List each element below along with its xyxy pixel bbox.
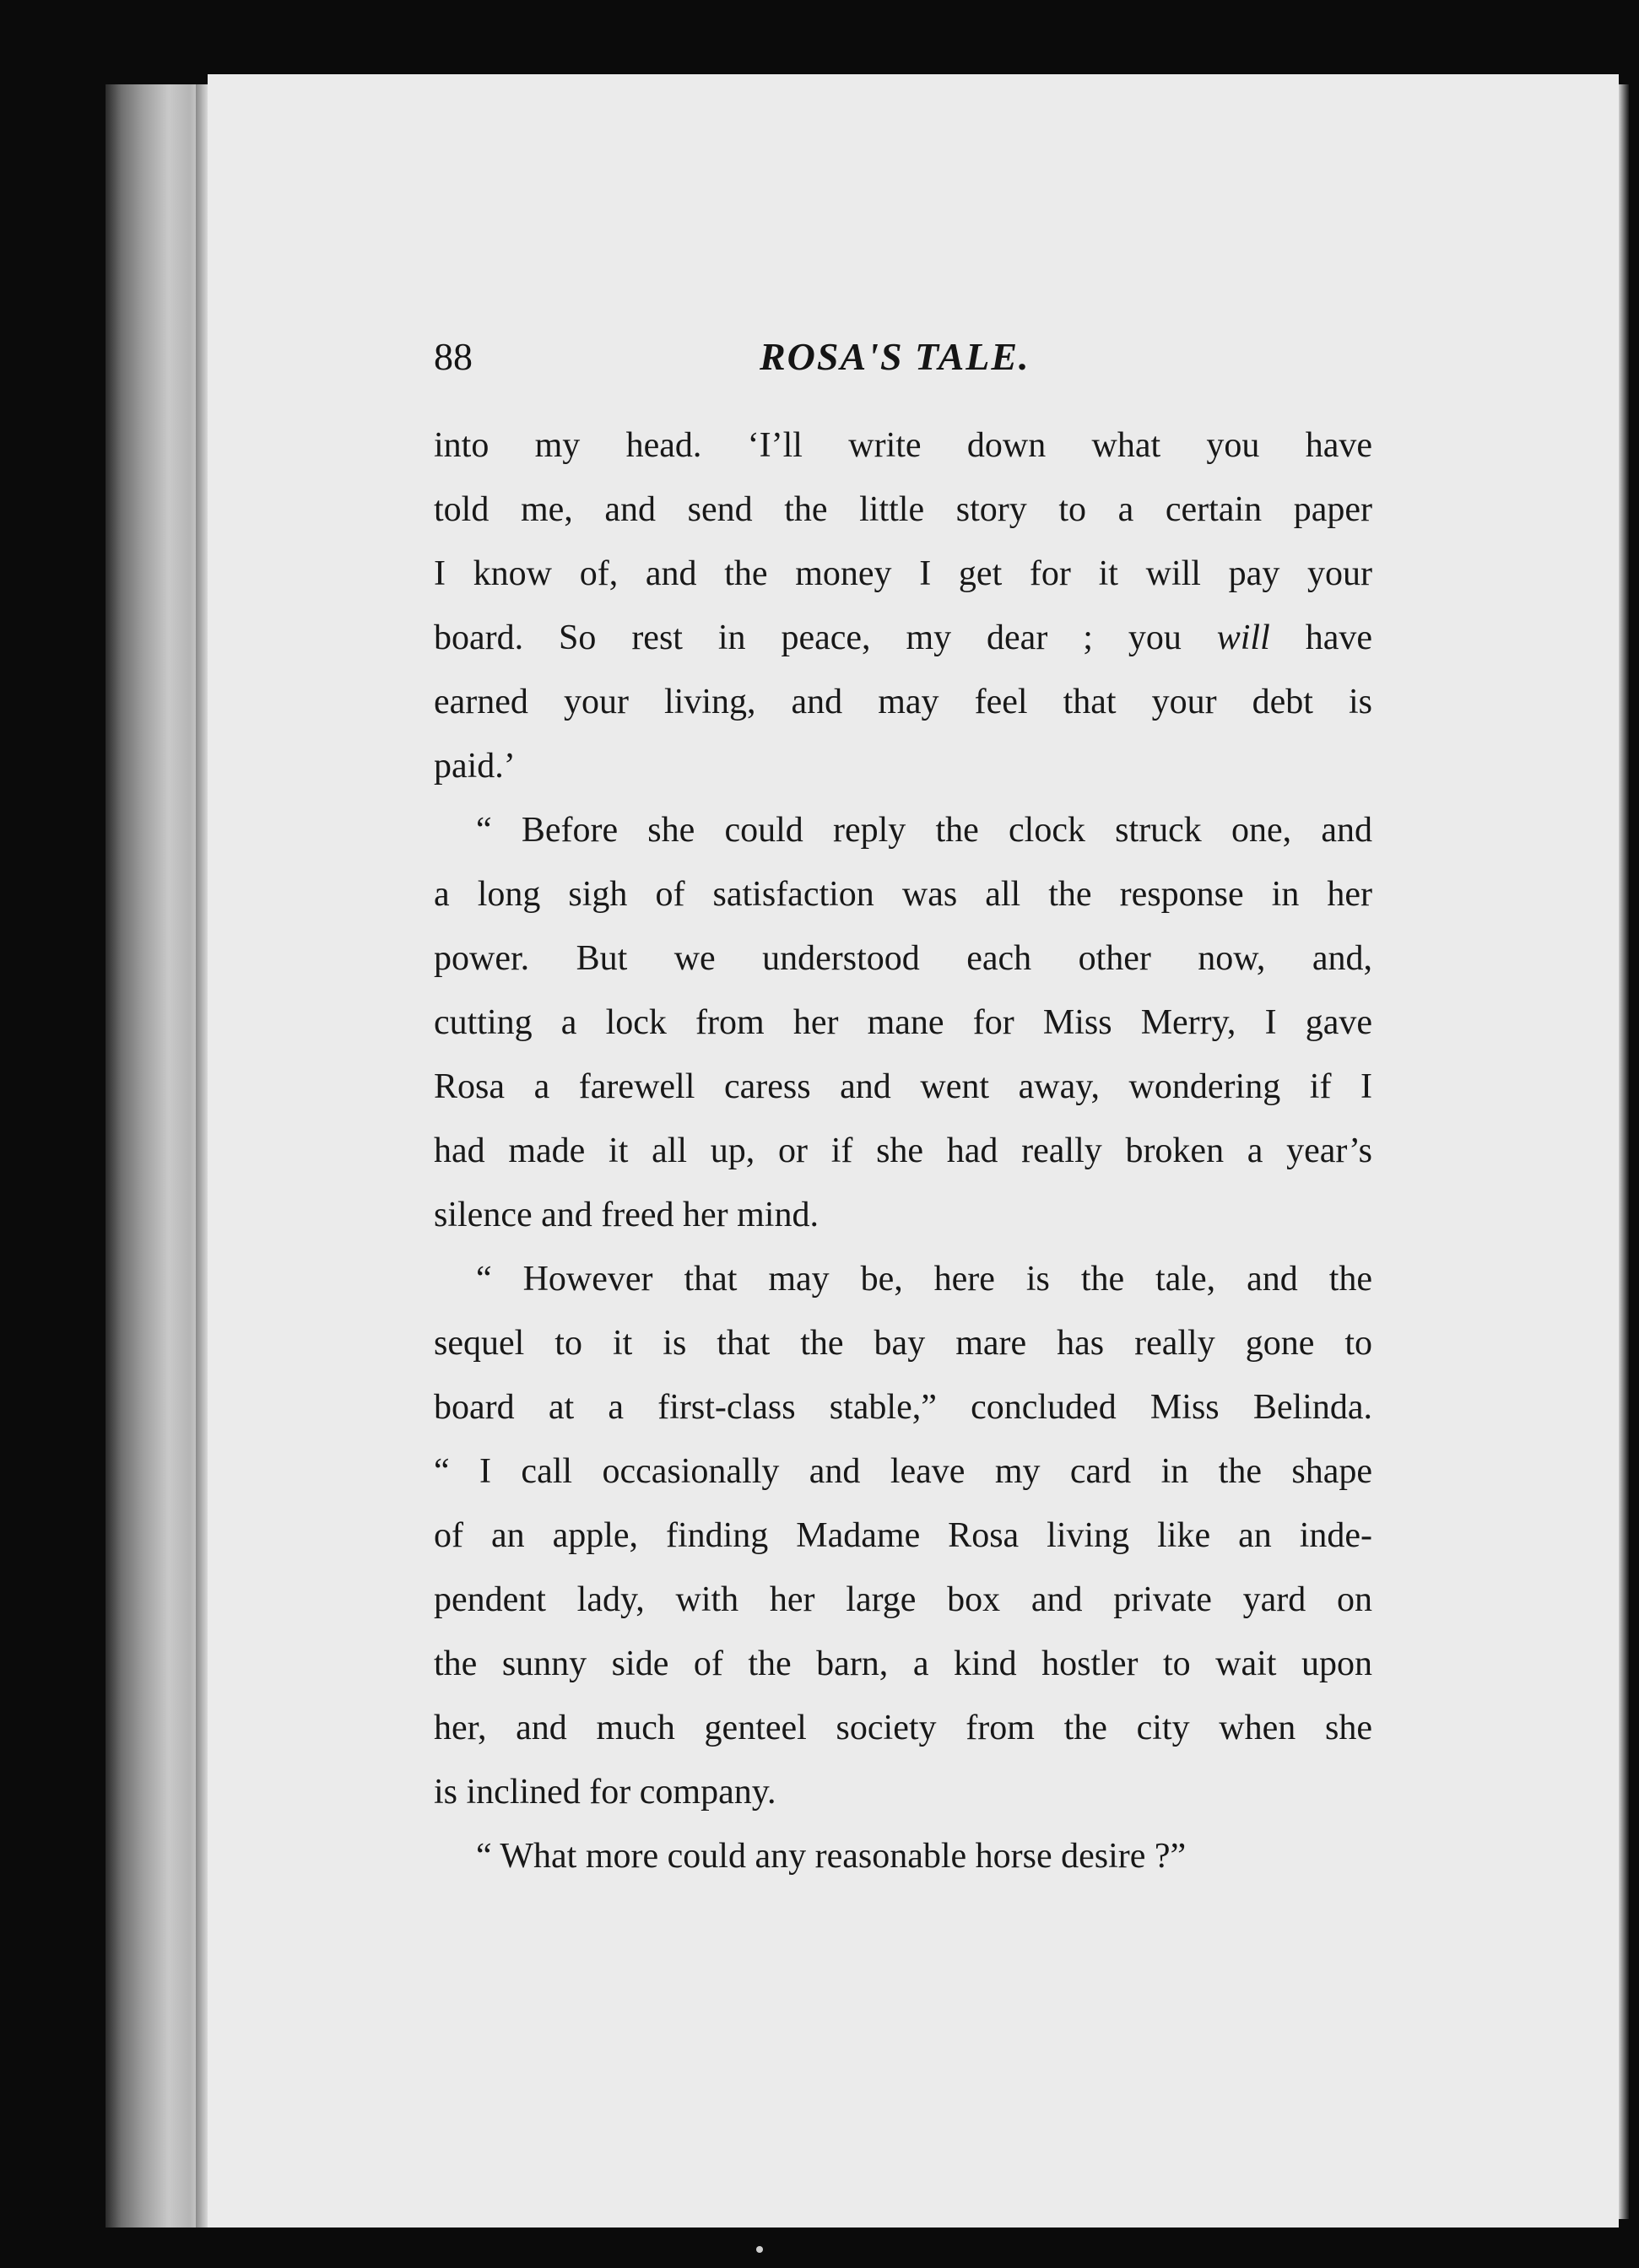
text-line: into my head. ‘I’ll write down what you have (434, 426, 1372, 465)
text-line: of an apple, finding Madame Rosa living like an inde- (434, 1516, 1372, 1555)
body-text (434, 413, 1372, 1888)
scan-speck (756, 2246, 763, 2253)
text-line: paid.’ (434, 747, 516, 786)
paragraph-4 (434, 1824, 1372, 1888)
text-line: pendent lady, with her large box and private yard on (434, 1580, 1372, 1619)
text-line: power. But we understood each other now, and, (434, 939, 1372, 978)
text-line: board at a first-class stable,” concluded Miss Belinda. (434, 1388, 1372, 1427)
italic-word: will (1216, 618, 1270, 657)
text-line-with-emphasis (434, 606, 1372, 670)
text-line: earned your living, and may feel that your debt is (434, 683, 1372, 721)
paragraph-3 (434, 1247, 1372, 1824)
text-line: told me, and send the little story to a certain paper (434, 490, 1372, 529)
text-line: had made it all up, or if she had really broken a year’s (434, 1131, 1372, 1170)
text-line: “ I call occasionally and leave my card in the shape (434, 1452, 1372, 1491)
page-number: 88 (434, 335, 473, 378)
text-line: the sunny side of the barn, a kind hostler to wait upon (434, 1644, 1372, 1683)
page-header (434, 331, 1371, 390)
text-line: “ What more could any reasonable horse desire ?” (476, 1837, 1187, 1876)
text-segment: have (1269, 618, 1372, 657)
text-line: is inclined for company. (434, 1773, 776, 1812)
gutter-edge (196, 84, 208, 2228)
text-line: Rosa a farewell caress and went away, wondering if I (434, 1067, 1372, 1106)
running-title: ROSA'S TALE. (760, 335, 1030, 378)
text-line: I know of, and the money I get for it will pay your (434, 554, 1372, 593)
text-segment: board. So rest in peace, my dear ; you (434, 618, 1217, 657)
text-line: silence and freed her mind. (434, 1196, 819, 1234)
page-right-edge (1619, 84, 1629, 2219)
paragraph-1 (434, 413, 1372, 798)
text-line: her, and much genteel society from the city when she (434, 1709, 1372, 1747)
text-line: a long sigh of satisfaction was all the response in her (434, 875, 1372, 914)
paragraph-2 (434, 798, 1372, 1247)
text-line: cutting a lock from her mane for Miss Merry, I gave (434, 1003, 1372, 1042)
text-line: “ Before she could reply the clock struck one, and (476, 811, 1372, 850)
text-line: sequel to it is that the bay mare has really gone to (434, 1324, 1372, 1363)
text-line: “ However that may be, here is the tale, and the (476, 1260, 1372, 1299)
